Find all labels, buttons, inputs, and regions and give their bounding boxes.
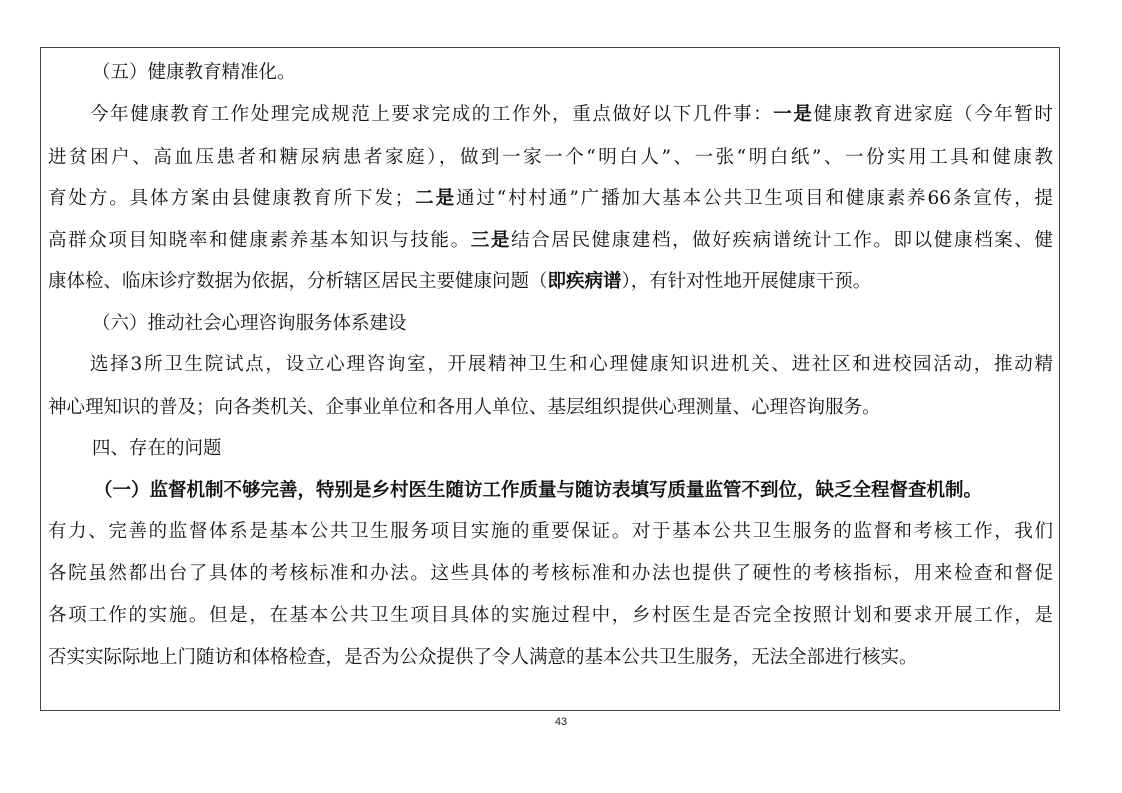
- paragraph-line: 育处方。具体方案由县健康教育所下发；二是通过“村村通”广播加大基本公共卫生项目和健康素养66条宣传，提: [48, 188, 1053, 209]
- paragraph-line: 高群众项目知晓率和健康素养基本知识与技能。三是结合居民健康建档，做好疾病谱统计工作。即以健康档案、健: [48, 230, 1053, 251]
- subsection-heading: （一）监督机制不够完善，特别是乡村医生随访工作质量与随访表填写质量监管不到位，缺乏全程督查机制。: [94, 480, 983, 501]
- page-number: 43: [554, 716, 568, 728]
- emphasis-text: 三是: [470, 230, 512, 251]
- paragraph-line: 进贫困户、高血压患者和糖尿病患者家庭），做到一家一个“明白人”、一张“明白纸”、一份实用工具和健康教: [48, 147, 1053, 168]
- section-heading-6: （六）推动社会心理咨询服务体系建设: [92, 313, 407, 334]
- paragraph-line: 各院虽然都出台了具体的考核标准和办法。这些具体的考核标准和办法也提供了硬性的考核指标，用来检查和督促: [48, 563, 1053, 584]
- paragraph-line: 各项工作的实施。但是，在基本公共卫生项目具体的实施过程中，乡村医生是否完全按照计划和要求开展工作，是: [48, 605, 1053, 626]
- paragraph-line: 康体检、临床诊疗数据为依据，分析辖区居民主要健康问题（即疾病谱），有针对性地开展健康干预。: [48, 271, 872, 292]
- emphasis-text: 二是: [413, 188, 456, 209]
- chapter-heading: 四、存在的问题: [92, 438, 222, 459]
- section-heading-5: （五）健康教育精准化。: [92, 62, 296, 83]
- paragraph-line: 今年健康教育工作处理完成规范上要求完成的工作外，重点做好以下几件事：一是健康教育进家庭（今年暂时: [90, 104, 1053, 125]
- paragraph-line: 选择3所卫生院试点，设立心理咨询室，开展精神卫生和心理健康知识进机关、进社区和进校园活动，推动精: [90, 354, 1053, 375]
- emphasis-text: 即疾病谱: [547, 271, 622, 292]
- paragraph-line: 神心理知识的普及；向各类机关、企事业单位和各用人单位、基层组织提供心理测量、心理咨询服务。: [48, 397, 881, 418]
- emphasis-text: 一是: [773, 104, 814, 125]
- paragraph-line: 否实实际际地上门随访和体格检查，是否为公众提供了令人满意的基本公共卫生服务，无法全部进行核实。: [48, 647, 918, 668]
- paragraph-line: 有力、完善的监督体系是基本公共卫生服务项目实施的重要保证。对于基本公共卫生服务的监督和考核工作，我们: [48, 521, 1053, 542]
